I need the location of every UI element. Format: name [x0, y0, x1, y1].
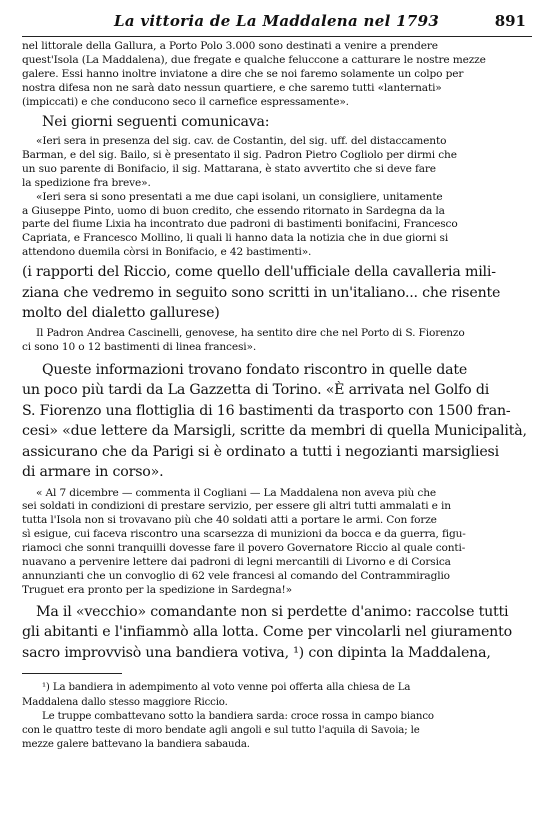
text-line: Capriata, e Francesco Mollino, li quali li hanno data la notizia che in due giorni si: [22, 232, 449, 245]
text-line: gli abitanti e l'infiammò alla lotta. Come per vincolarli nel giuramento: [22, 624, 512, 641]
footnote-line: Le truppe combattevano sotto la bandiera sarda: croce rossa in campo bianco: [42, 710, 434, 722]
text-line: sacro improvvisò una bandiera votiva, ¹) con dipinta la Maddalena,: [22, 644, 491, 661]
footnote-line: ¹) La bandiera in adempimento al voto venne poi offerta alla chiesa de La: [42, 682, 411, 694]
text-line: Barman, e del sig. Bailo, si è presentato il sig. Padron Pietro Cogliolo per dirmi che: [22, 148, 457, 161]
text-line: annunzianti che un convoglio di 62 vele francesi al comando del Contrammiraglio: [22, 569, 450, 582]
text-line: nuavano a pervenire lettere dai padroni di legni mercantili di Livorno e di Corsica: [22, 556, 451, 569]
footnote-line: Maddalena dallo stesso maggiore Riccio.: [22, 696, 228, 708]
text-line: la spedizione fra breve».: [22, 176, 151, 189]
text-line: Queste informazioni trovano fondato riscontro in quelle date: [42, 361, 468, 378]
text-line: un suo parente di Bonifacio, il sig. Mattarana, è stato avvertito che si deve fare: [22, 162, 436, 175]
text-line: nel littorale della Gallura, a Porto Polo 3.000 sono destinati a venire a prendere: [22, 40, 438, 52]
text-line: un poco più tardi da La Gazzetta di Torino. «È arrivata nel Golfo di: [22, 382, 490, 398]
quote-paragraph-5: [22, 327, 532, 355]
header-rule: [22, 36, 532, 37]
text-line: Nei giorni seguenti comunicava:: [42, 113, 270, 130]
text-line: « Al 7 dicembre — commenta il Cogliani — La Maddalena non aveva più che: [36, 486, 436, 499]
text-line: «Ieri sera si sono presentati a me due capi isolani, un consigliere, unitamente: [36, 190, 443, 203]
text-line: sei soldati in condizioni di prestare servizio, per essere gli altri tutti ammalati e in: [22, 500, 451, 513]
text-line: Truguet era pronto per la spedizione in Sardegna!»: [22, 583, 292, 596]
page-number: 891: [494, 12, 526, 30]
book-page: [22, 12, 532, 753]
footnote-line: con le quattro teste di moro bendate agli angoli e sul tutto l'aquila di Savoia; le: [22, 725, 420, 737]
footnote-rule: [22, 673, 122, 674]
body-paragraph-2: [22, 112, 532, 133]
text-line: assicurano che da Parigi si è ordinato a tutti i negozianti marsigliesi: [22, 443, 499, 460]
text-line: (impiccati) e che conducono seco il carnefice espressamente».: [22, 95, 349, 108]
text-line: nostra difesa non ne sarà dato nessun quartiere, e che saremo tutti «lanternati»: [22, 81, 442, 94]
body-paragraph-4: [22, 262, 532, 324]
text-line: ci sono 10 o 12 bastimenti di linea francesi».: [22, 340, 257, 353]
text-line: riamoci che sonni tranquilli dovesse fare il povero Governatore Riccio al quale conti-: [22, 542, 466, 555]
text-line: attendono duemila còrsi in Bonifacio, e 42 bastimenti».: [22, 246, 312, 259]
body-paragraph-8: [22, 602, 532, 664]
text-line: sì esigue, cui faceva riscontro una scarsezza di munizioni da bocca e da guerra, figu-: [22, 528, 466, 541]
text-line: (i rapporti del Riccio, come quello dell'ufficiale della cavalleria mili-: [22, 264, 496, 281]
running-header: [22, 12, 532, 32]
text-line: di armare in corso».: [22, 464, 164, 480]
footnote-line: mezze galere battevano la bandiera sabauda.: [22, 739, 250, 751]
text-line: S. Fiorenzo una flottiglia di 16 bastimenti da trasporto con 1500 fran-: [22, 402, 511, 419]
footnotes: [22, 681, 532, 752]
text-line: a Giuseppe Pinto, uomo di buon credito, che essendo ritornato in Sardegna da la: [22, 204, 445, 217]
text-line: cesi» «due lettere da Marsigli, scritte da membri di quella Municipalità,: [22, 423, 527, 439]
running-title: La vittoria de La Maddalena nel 1793: [114, 12, 440, 30]
text-line: Il Padron Andrea Cascinelli, genovese, ha sentito dire che nel Porto di S. Fiorenzo: [36, 326, 465, 339]
body-paragraph-6: [22, 360, 532, 483]
text-line: «Ieri sera in presenza del sig. cav. de Costantin, del sig. uff. del distaccamento: [36, 135, 447, 148]
text-line: ziana che vedremo in seguito sono scritti in un'italiano... che risente: [22, 284, 501, 301]
quote-paragraph-1: [22, 40, 532, 110]
text-line: quest'Isola (La Maddalena), due fregate e qualche feluccone a catturare le nostre mezze: [22, 53, 486, 66]
text-line: Ma il «vecchio» comandante non si perdette d'animo: raccolse tutti: [36, 603, 509, 620]
text-line: parte del fiume Lixia ha incontrato due padroni di bastimenti bonifacini, Francesco: [22, 218, 458, 231]
text-line: tutta l'Isola non si trovavano più che 40 soldati atti a portare le armi. Con forze: [22, 514, 437, 527]
text-line: galere. Essi hanno inoltre inviatone a dire che se noi faremo solamente un colpo per: [22, 67, 464, 80]
text-line: molto del dialetto gallurese): [22, 305, 220, 322]
quote-paragraph-3: [22, 135, 532, 260]
quote-paragraph-7: [22, 487, 532, 598]
